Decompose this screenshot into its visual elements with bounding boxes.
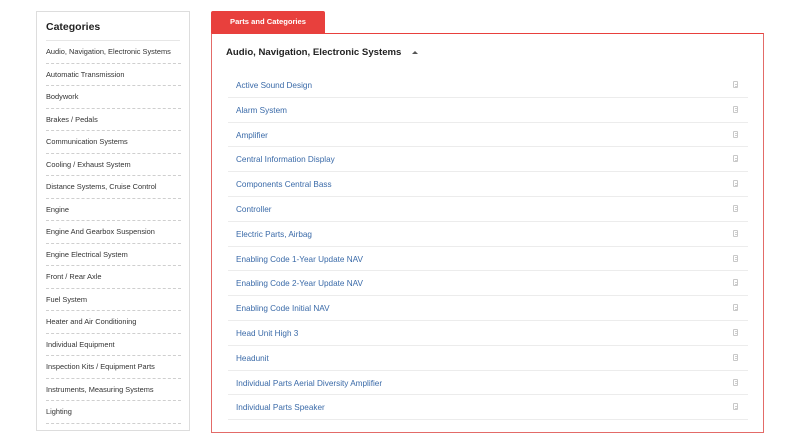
part-item-individual-parts-speaker[interactable] (228, 395, 748, 420)
sidebar-item-heater-ac[interactable]: Heater and Air Conditioning (46, 311, 181, 334)
part-item-electric-parts-airbag[interactable] (228, 222, 748, 247)
part-link[interactable]: Controller (236, 204, 272, 214)
part-link[interactable]: Head Unit High 3 (236, 328, 299, 338)
sidebar-item-individual-equipment[interactable]: Individual Equipment (46, 334, 181, 357)
part-item-active-sound-design[interactable] (228, 73, 748, 98)
sidebar-item-brakes-pedals[interactable]: Brakes / Pedals (46, 109, 181, 132)
part-link[interactable]: Amplifier (236, 130, 268, 140)
part-item-headunit[interactable] (228, 346, 748, 371)
part-item-enabling-code-initial[interactable] (228, 296, 748, 321)
sidebar-item-cooling-exhaust[interactable]: Cooling / Exhaust System (46, 154, 181, 177)
part-item-aerial-diversity-amplifier[interactable] (228, 371, 748, 396)
sidebar-item-instruments[interactable]: Instruments, Measuring Systems (46, 379, 181, 402)
document-icon[interactable] (733, 131, 738, 138)
document-icon[interactable] (733, 106, 738, 113)
document-icon[interactable] (733, 329, 738, 336)
document-icon[interactable] (733, 255, 738, 262)
part-link[interactable]: Individual Parts Aerial Diversity Amplifier (236, 378, 383, 388)
sidebar-item-distance-systems[interactable]: Distance Systems, Cruise Control (46, 176, 181, 199)
part-item-central-information-display[interactable] (228, 147, 748, 172)
part-link[interactable]: Active Sound Design (236, 81, 313, 90)
sidebar-item-bodywork[interactable]: Bodywork (46, 86, 181, 109)
part-item-amplifier[interactable] (228, 123, 748, 148)
sidebar-item-engine-electrical[interactable]: Engine Electrical System (46, 244, 181, 267)
sidebar-item-front-rear-axle[interactable]: Front / Rear Axle (46, 266, 181, 289)
document-icon[interactable] (733, 155, 738, 162)
document-icon[interactable] (733, 230, 738, 237)
part-item-alarm-system[interactable] (228, 98, 748, 123)
sidebar-item-inspection-kits[interactable]: Inspection Kits / Equipment Parts (46, 356, 181, 379)
part-item-components-central-bass[interactable] (228, 172, 748, 197)
sidebar-item-engine-gearbox-suspension[interactable]: Engine And Gearbox Suspension (46, 221, 181, 244)
document-icon[interactable] (733, 354, 738, 361)
panel-heading-text: Audio, Navigation, Electronic Systems (226, 47, 402, 58)
sidebar-item-engine[interactable]: Engine (46, 199, 181, 222)
part-link[interactable]: Enabling Code 2-Year Update NAV (236, 279, 363, 289)
sidebar-title: Categories (46, 20, 180, 41)
document-icon[interactable] (733, 81, 738, 88)
part-item-controller[interactable] (228, 197, 748, 222)
part-item-enabling-code-2-year[interactable] (228, 271, 748, 296)
part-link[interactable]: Components Central Bass (236, 180, 332, 190)
parts-list (228, 73, 748, 420)
part-link[interactable]: Alarm System (236, 105, 287, 115)
document-icon[interactable] (733, 379, 738, 386)
document-icon[interactable] (733, 304, 738, 311)
sidebar-item-audio-navigation[interactable]: Audio, Navigation, Electronic Systems (46, 41, 181, 64)
sidebar-item-lighting[interactable]: Lighting (46, 401, 181, 424)
document-icon[interactable] (733, 180, 738, 187)
document-icon[interactable] (733, 403, 738, 410)
part-link[interactable]: Electric Parts, Airbag (236, 229, 312, 239)
categories-sidebar (36, 11, 190, 431)
caret-up-icon[interactable] (412, 51, 418, 54)
sidebar-item-communication-systems[interactable]: Communication Systems (46, 131, 181, 154)
document-icon[interactable] (733, 279, 738, 286)
part-item-head-unit-high-3[interactable] (228, 321, 748, 346)
part-link[interactable]: Central Information Display (236, 155, 335, 165)
tab-parts-and-categories[interactable]: Parts and Categories (211, 11, 325, 33)
parts-panel (211, 33, 764, 433)
part-item-enabling-code-1-year[interactable] (228, 247, 748, 272)
sidebar-item-fuel-system[interactable]: Fuel System (46, 289, 181, 312)
part-link[interactable]: Individual Parts Speaker (236, 403, 325, 413)
part-link[interactable]: Enabling Code Initial NAV (236, 304, 330, 314)
category-list (46, 41, 181, 424)
panel-heading[interactable] (226, 47, 418, 58)
part-link[interactable]: Enabling Code 1-Year Update NAV (236, 254, 363, 264)
part-link[interactable]: Headunit (236, 353, 269, 363)
sidebar-item-automatic-transmission[interactable]: Automatic Transmission (46, 64, 181, 87)
document-icon[interactable] (733, 205, 738, 212)
